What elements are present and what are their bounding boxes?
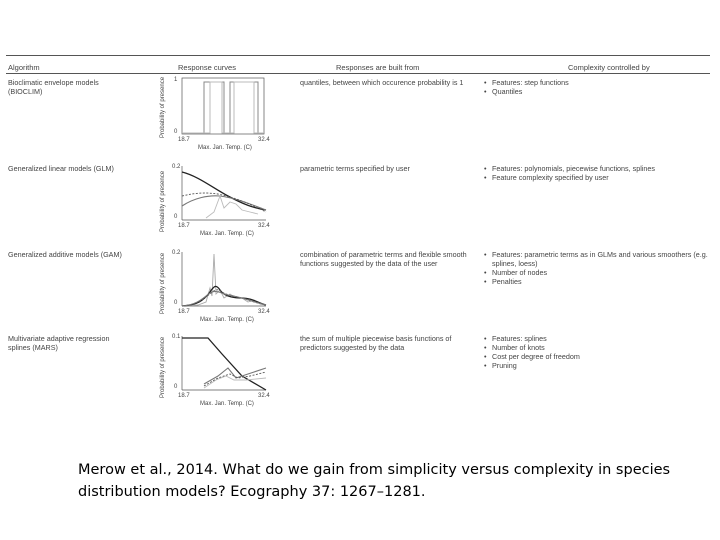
y-tick-top: 0.1 [172,334,181,340]
bioclim-curves [158,76,276,142]
glm-curve-dashed [182,193,266,212]
citation-text: Merow et al., 2014. What do we gain from simplicity versus complexity in species distribution models? Ecography 37: 1267–1281. [78,462,671,500]
x-tick-right: 32.4 [258,309,270,315]
gam-response-plot [158,248,276,328]
list-item: • Features: polynomials, piecewise functions, splines [483,164,713,173]
row-mars-built-from: the sum of multiple piecewise basis functions of predictors suggested by the data [300,334,452,352]
list-item: • Features: step functions [483,78,713,87]
mars-curve-dark [182,338,266,390]
mars-response-plot [158,332,276,412]
row-bioclim-algorithm: Bioclimatic envelope models (BIOCLIM) [8,78,99,96]
list-item: • Penalties [483,277,713,286]
row-bioclim-built-from: quantiles, between which occurence probability is 1 [300,78,464,87]
list-item: • Cost per degree of freedom [483,352,713,361]
bioclim-response-plot [158,76,276,156]
x-tick-right: 32.4 [258,223,270,229]
glm-curve-light [206,196,258,218]
y-tick-bottom: 0 [174,129,178,135]
step-curve-gray [182,82,264,133]
y-axis-label: Probability of presence [160,76,166,138]
x-axis-label: Max. Jan. Temp. (C) [200,231,254,237]
x-tick-left: 18.7 [178,223,190,229]
table-top-rule [6,55,710,56]
glm-curve-dark [182,172,266,210]
header-responses-built-from: Responses are built from [336,63,420,72]
y-axis-label: Probability of presence [160,170,166,232]
y-tick-top: 0.2 [172,164,181,170]
y-tick-top: 1 [174,77,178,83]
y-axis-label: Probability of presence [160,252,166,314]
y-tick-top: 0.2 [172,250,181,256]
x-axis-label: Max. Jan. Temp. (C) [200,317,254,323]
y-tick-bottom: 0 [174,214,178,220]
y-axis-label: Probability of presence [160,336,166,398]
list-item: • Features: splines [483,334,713,343]
table-header-rule [6,73,710,74]
row-gam-built-from: combination of parametric terms and flexible smooth functions suggested by the data of the user [300,250,467,268]
header-complexity: Complexity controlled by [568,63,650,72]
glm-response-plot [158,162,276,242]
list-item: • Pruning [483,361,713,370]
row-glm-complexity [483,164,713,182]
mars-curve-light [204,376,266,388]
list-item: • Quantiles [483,87,713,96]
x-axis-label: Max. Jan. Temp. (C) [198,145,252,151]
list-item: • Number of nodes [483,268,713,277]
list-item: • Feature complexity specified by user [483,173,713,182]
plot-frame [182,78,264,134]
list-item: • Number of knots [483,343,713,352]
mars-curves [158,332,276,398]
gam-curves [158,248,276,314]
step-curve-light [182,82,264,133]
y-tick-bottom: 0 [174,384,178,390]
list-item: • Features: parametric terms as in GLMs and various smoothers (e.g. splines, loess) [483,250,713,268]
header-algorithm: Algorithm [8,63,40,72]
x-tick-left: 18.7 [178,309,190,315]
row-bioclim-complexity [483,78,713,96]
x-tick-right: 32.4 [258,393,270,399]
row-gam-complexity [483,250,713,286]
header-response-curves: Response curves [178,63,236,72]
row-glm-built-from: parametric terms specified by user [300,164,410,173]
x-tick-right: 32.4 [258,137,270,143]
x-tick-left: 18.7 [178,393,190,399]
row-mars-algorithm: Multivariate adaptive regression splines (MARS) [8,334,110,352]
glm-curves [158,162,276,228]
x-tick-left: 18.7 [178,137,190,143]
gam-curve-light [182,254,266,306]
row-mars-complexity [483,334,713,370]
row-gam-algorithm: Generalized additive models (GAM) [8,250,122,259]
row-glm-algorithm: Generalized linear models (GLM) [8,164,114,173]
y-tick-bottom: 0 [174,300,178,306]
x-axis-label: Max. Jan. Temp. (C) [200,401,254,407]
